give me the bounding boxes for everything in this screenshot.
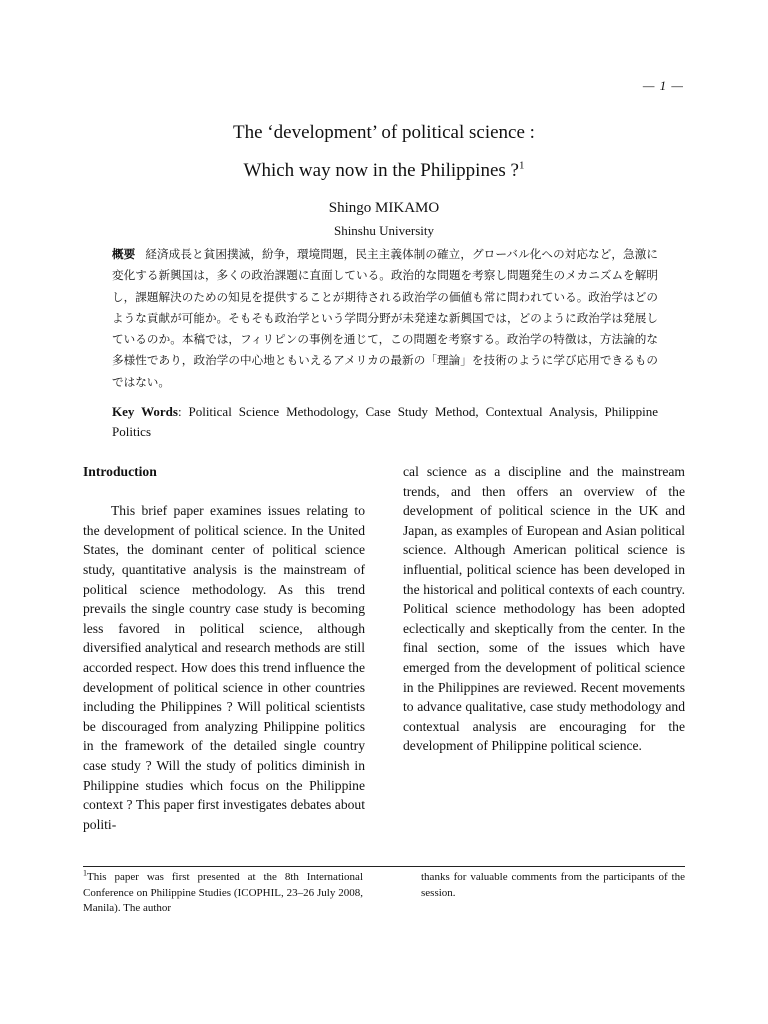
title-line-2-text: Which way now in the Philippines ? bbox=[243, 160, 519, 181]
title-line-2 bbox=[0, 156, 768, 186]
keywords bbox=[112, 402, 658, 442]
section-heading-introduction: Introduction bbox=[83, 464, 157, 479]
body-column-left bbox=[83, 462, 365, 834]
title-line-1: The ‘development’ of political science : bbox=[233, 122, 535, 143]
abstract-text: 経済成長と貧困撲滅，紛争，環境問題，民主主義体制の確立，グローバル化への対応など，急激に変化する新興国は，多くの政治課題に直面している。政治的な問題を考察し問題発生のメカニズムを解明し，課題解決のための知見を提供することが期待される政治学の価値も常に問われている。政治学はどのような貢献が可能か。そもそも政治学という学問分野が未発達な新興国では，どのように政治学は発展しているのか。本稿では，フィリピンの事例を通じて，この問題を考察する。政治学の特徴は，方法論的な多様性であり，政治学の中心地ともいえるアメリカの最新の「理論」を技術のように学び応用できるものではない。 bbox=[112, 247, 658, 389]
keywords-label: Key Words bbox=[112, 404, 178, 419]
paper-title bbox=[0, 118, 768, 186]
footnote-divider bbox=[83, 866, 685, 867]
abstract bbox=[112, 244, 658, 393]
footnote-left bbox=[83, 870, 363, 917]
title-footnote-mark: 1 bbox=[518, 159, 525, 172]
footnote-mark: 1 bbox=[83, 868, 87, 878]
footnote-text-right: thanks for valuable comments from the participants of the session. bbox=[421, 871, 685, 899]
body-column-right bbox=[403, 462, 685, 756]
author-affiliation: Shinshu University bbox=[333, 223, 435, 238]
abstract-label: 概要 bbox=[112, 247, 136, 261]
footnote-right bbox=[421, 870, 685, 901]
introduction-paragraph-right: cal science as a discipline and the mainstream trends, and then offers an overview of the development of political science in the UK and Japan, as examples of European and Asian political science. Although American political science is influential, political science has been developed in the historical and political contexts of each country. Political science methodology has been adopted eclectically and skeptically from the center. In the final section, some of the issues which have emerged from the development of political science in the Philippines are reviewed. Recent movements to advance qualitative, case study methodology and contextual analysis are encouraging for the development of Philippine political science. bbox=[403, 464, 685, 754]
page-number: — 1 — bbox=[642, 78, 684, 93]
introduction-paragraph-left: This brief paper examines issues relating to the development of political science. In the United States, the dominant center of political science study, quantitative analysis is the mainstream of political science methodology. As this trend prevails the single country case study is becoming less favored in political science, although diversified analytical and research methods are still accorded respect. How does this trend influence the development of political science in other countries including the Philippines ? Will political scientists be discouraged from analyzing Philippine politics in the framework of the detailed single country case study ? Will the study of politics diminish in Philippine studies which focus on the Philippine context ? This paper first investigates debates about politi- bbox=[83, 503, 365, 832]
keywords-text: : Political Science Methodology, Case Study Method, Contextual Analysis, Philippine Politics bbox=[112, 404, 658, 439]
footnote-text-left: This paper was first presented at the 8th International Conference on Philippine Studies (ICOPHIL, 23–26 July 2008, Manila). The author bbox=[83, 871, 363, 914]
author-name: Shingo MIKAMO bbox=[328, 200, 440, 216]
